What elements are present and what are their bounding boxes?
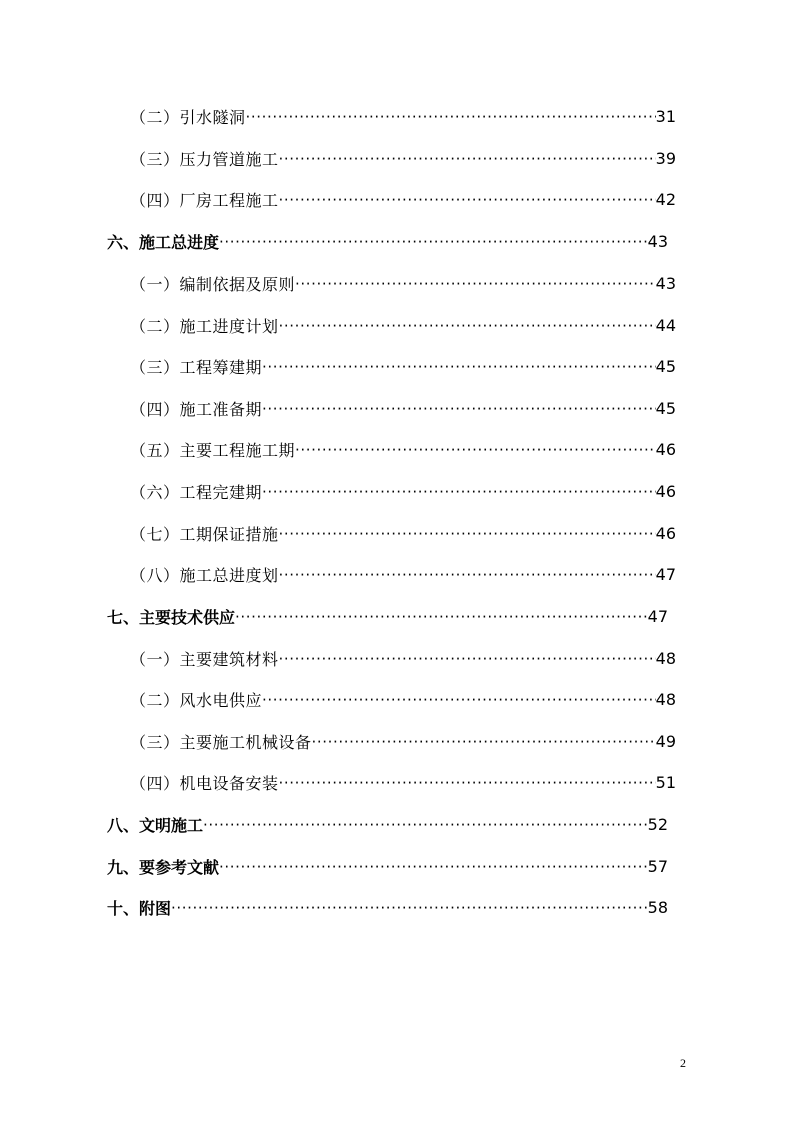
toc-entry-page: 48: [655, 689, 676, 709]
toc-entry[interactable]: [130, 101, 676, 131]
toc-entry-label: （二）施工进度计划: [130, 316, 279, 336]
toc-entry-label: （二）风水电供应: [130, 690, 263, 710]
toc-entry-page: 43: [655, 273, 676, 293]
toc-entry-label: （四）机电设备安装: [130, 773, 279, 793]
toc-entry-page: 42: [655, 189, 676, 209]
toc-entry[interactable]: [130, 726, 676, 756]
dot-leader: [219, 226, 648, 256]
toc-entry-label: 七、主要技术供应: [107, 607, 236, 627]
toc-entry[interactable]: [130, 767, 676, 797]
dot-leader: [279, 310, 656, 340]
toc-entry-page: 45: [655, 398, 676, 418]
toc-entry-label: 六、施工总进度: [107, 232, 220, 252]
toc-entry[interactable]: [107, 226, 668, 256]
toc-entry-page: 46: [655, 439, 676, 459]
toc-entry-page: 31: [655, 106, 676, 126]
toc-entry-page: 49: [655, 731, 676, 751]
toc-entry-page: 44: [655, 315, 676, 335]
toc-entry-page: 43: [647, 231, 668, 251]
toc-entry[interactable]: [130, 559, 676, 589]
toc-entry[interactable]: [130, 310, 676, 340]
toc-entry-label: （一）编制依据及原则: [130, 274, 296, 294]
dot-leader: [262, 393, 656, 423]
toc-entry-label: 八、文明施工: [107, 815, 204, 835]
toc-entry-page: 46: [655, 523, 676, 543]
dot-leader: [279, 184, 656, 214]
toc-entry[interactable]: [130, 434, 676, 464]
toc-entry-page: 45: [655, 356, 676, 376]
toc-entry-page: 51: [655, 772, 676, 792]
dot-leader: [171, 892, 648, 922]
dot-leader: [312, 726, 656, 756]
toc-entry-label: （一）主要建筑材料: [130, 649, 279, 669]
dot-leader: [262, 684, 656, 714]
toc-entry-page: 47: [655, 564, 676, 584]
toc-entry-label: （三）主要施工机械设备: [130, 732, 312, 752]
toc-entry[interactable]: [130, 184, 676, 214]
toc-entry[interactable]: [130, 643, 676, 673]
dot-leader: [279, 518, 656, 548]
toc-entry-page: 48: [655, 648, 676, 668]
dot-leader: [219, 851, 648, 881]
toc-entry-label: （五）主要工程施工期: [130, 440, 296, 460]
toc-entry[interactable]: [130, 518, 676, 548]
toc-entry-label: （七）工期保证措施: [130, 524, 279, 544]
toc-entry-label: （八）施工总进度划: [130, 565, 279, 585]
dot-leader: [235, 601, 648, 631]
toc-entry[interactable]: [130, 476, 676, 506]
dot-leader: [295, 268, 656, 298]
toc-entry-page: 58: [647, 897, 668, 917]
toc-entry-label: （三）工程筹建期: [130, 357, 263, 377]
dot-leader: [262, 351, 656, 381]
toc-entry[interactable]: [107, 892, 668, 922]
page-number: 2: [680, 1056, 686, 1070]
dot-leader: [295, 434, 656, 464]
toc-entry[interactable]: [130, 684, 676, 714]
dot-leader: [203, 809, 648, 839]
toc-entry[interactable]: [107, 851, 668, 881]
toc-entry-label: （四）厂房工程施工: [130, 190, 279, 210]
toc-entry-label: （二）引水隧洞: [130, 107, 246, 127]
dot-leader: [279, 643, 656, 673]
toc-entry-label: 十、附图: [107, 898, 172, 918]
dot-leader: [279, 767, 656, 797]
toc-entry-label: （三）压力管道施工: [130, 149, 279, 169]
toc-entry[interactable]: [130, 143, 676, 173]
dot-leader: [279, 559, 656, 589]
toc-entry-page: 47: [647, 606, 668, 626]
dot-leader: [279, 143, 656, 173]
toc-entry-page: 52: [647, 814, 668, 834]
toc-entry[interactable]: [130, 393, 676, 423]
dot-leader: [246, 101, 656, 131]
dot-leader: [262, 476, 656, 506]
toc-entry-page: 46: [655, 481, 676, 501]
toc-entry-label: （四）施工准备期: [130, 399, 263, 419]
toc-entry[interactable]: [107, 601, 668, 631]
toc-entry-page: 57: [647, 856, 668, 876]
toc-entry-label: 九、要参考文献: [107, 857, 220, 877]
toc-entry[interactable]: [130, 351, 676, 381]
toc-entry-page: 39: [655, 148, 676, 168]
toc-entry[interactable]: [107, 809, 668, 839]
toc-entry-label: （六）工程完建期: [130, 482, 263, 502]
toc-entry[interactable]: [130, 268, 676, 298]
